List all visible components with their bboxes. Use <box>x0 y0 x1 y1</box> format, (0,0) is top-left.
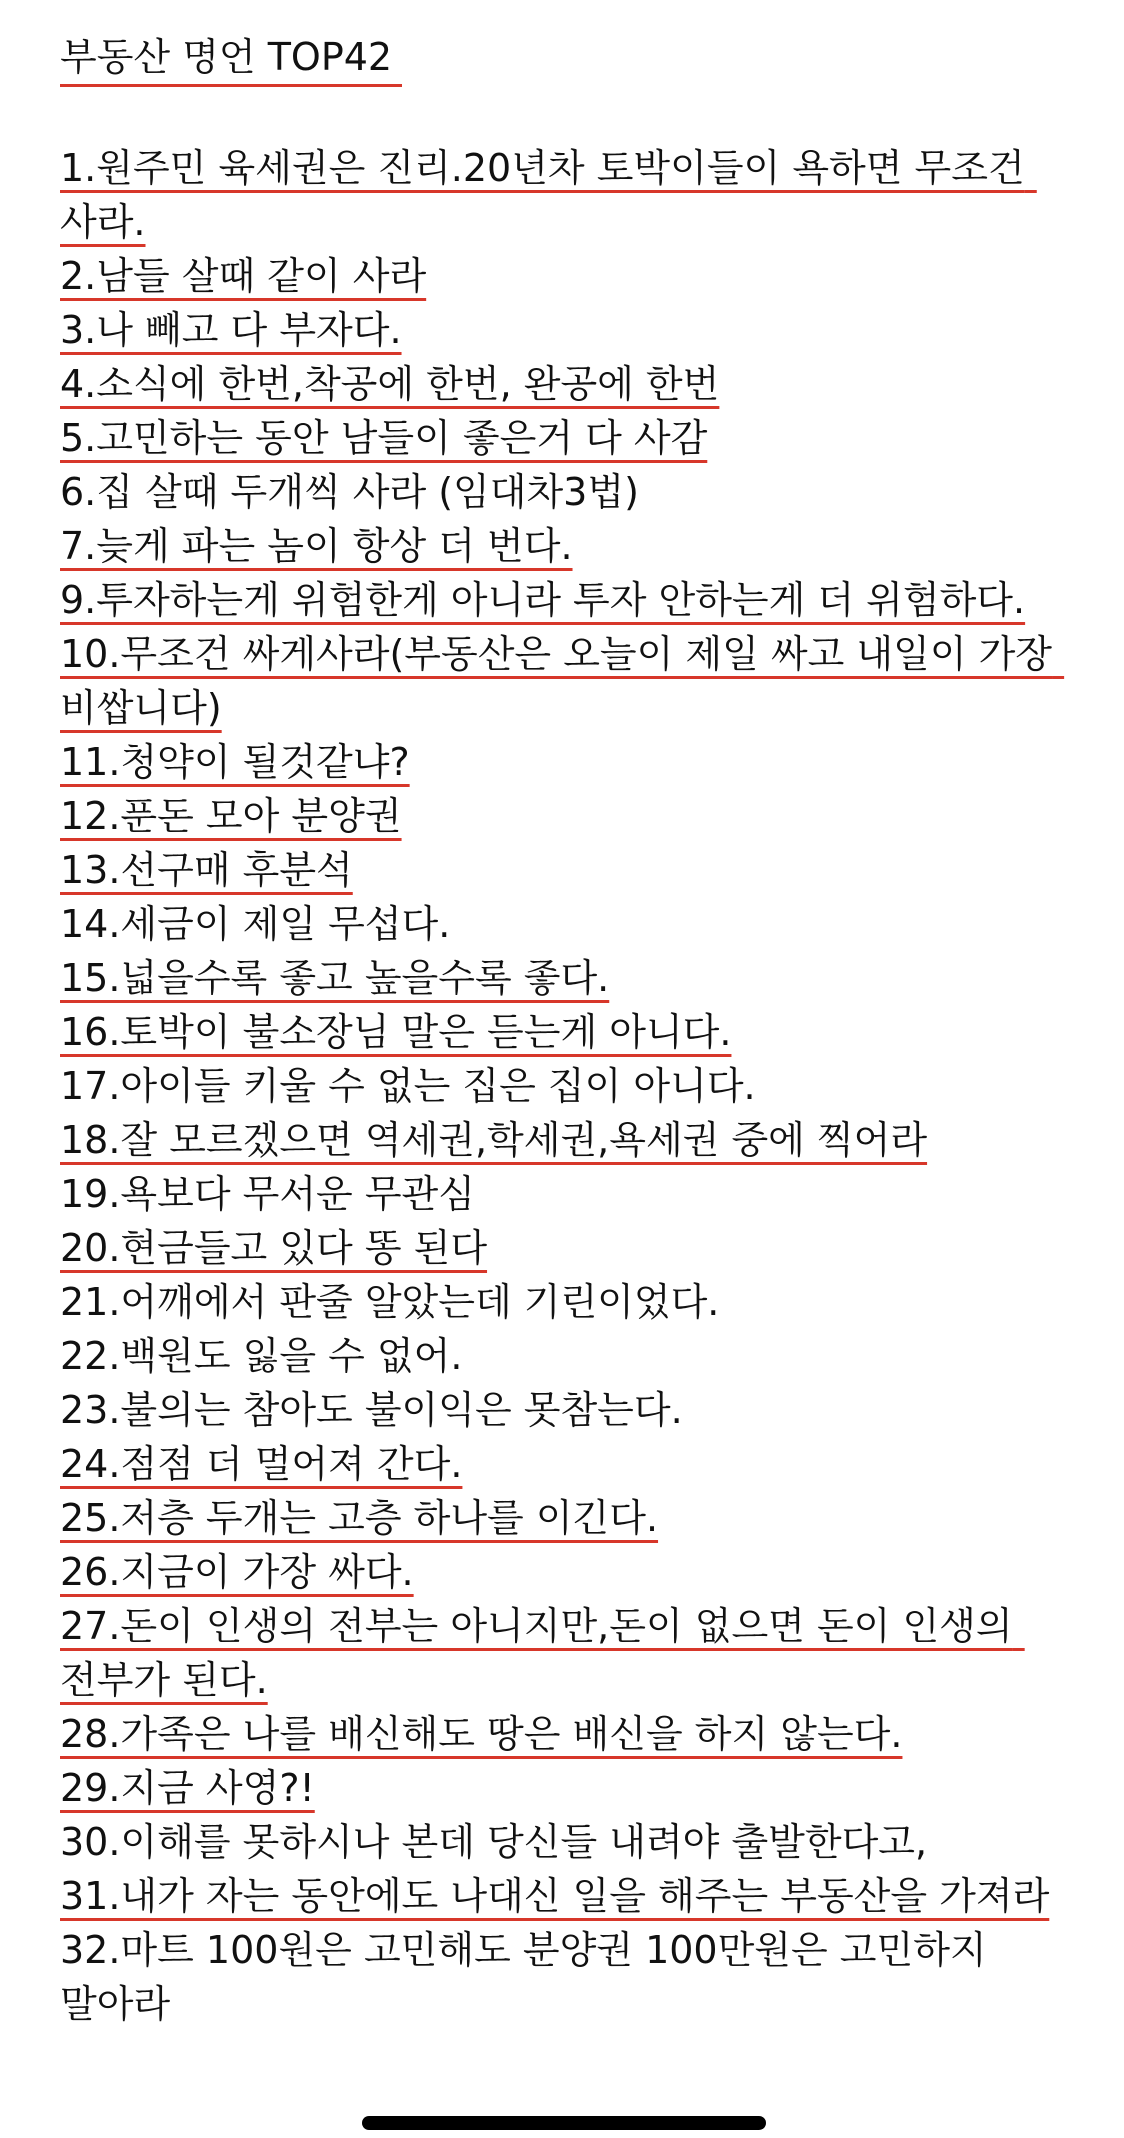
quote-item <box>60 141 1070 249</box>
quote-item <box>60 357 1070 411</box>
quote-item <box>60 411 1070 465</box>
quote-text: 26.지금이 가장 싸다. <box>60 1550 414 1594</box>
quote-item <box>60 1437 1070 1491</box>
quote-text: 12.푼돈 모아 분양권 <box>60 794 402 838</box>
quote-item <box>60 249 1070 303</box>
quote-item <box>60 843 1070 897</box>
quote-text: 2.남들 살때 같이 사라 <box>60 254 427 298</box>
quote-text: 4.소식에 한번,착공에 한번, 완공에 한번 <box>60 362 720 406</box>
quote-item <box>60 1329 1070 1383</box>
quote-text: 31.내가 자는 동안에도 나대신 일을 해주는 부동산을 가져라 <box>60 1874 1050 1918</box>
quote-text: 10.무조건 싸게사라(부동산은 오늘이 제일 싸고 내일이 가장 비쌉니다) <box>60 632 1065 730</box>
quote-text: 18.잘 모르겠으면 역세권,학세권,욕세권 중에 찍어라 <box>60 1118 928 1162</box>
quote-item <box>60 1869 1070 1923</box>
document <box>60 30 1070 2031</box>
quote-text: 3.나 빼고 다 부자다. <box>60 308 402 352</box>
quote-text: 14.세금이 제일 무섭다. <box>60 902 451 946</box>
quote-item <box>60 789 1070 843</box>
quote-item <box>60 951 1070 1005</box>
quote-text: 25.저층 두개는 고층 하나를 이긴다. <box>60 1496 659 1540</box>
quote-item <box>60 519 1070 573</box>
quote-text: 23.불의는 참아도 불이익은 못참는다. <box>60 1388 683 1432</box>
quote-text: 29.지금 사영?! <box>60 1766 315 1810</box>
quote-text: 22.백원도 잃을 수 없어. <box>60 1334 463 1378</box>
quote-item <box>60 1059 1070 1113</box>
quote-text: 30.이해를 못하시나 본데 당신들 내려야 출발한다고, <box>60 1820 928 1864</box>
quote-item <box>60 1761 1070 1815</box>
quote-item <box>60 573 1070 627</box>
quote-text: 13.선구매 후분석 <box>60 848 353 892</box>
quote-item <box>60 735 1070 789</box>
quote-item <box>60 1815 1070 1869</box>
quote-item <box>60 1167 1070 1221</box>
quote-item <box>60 1005 1070 1059</box>
document-title: 부동산 명언 TOP42 <box>60 30 402 87</box>
quote-item <box>60 1707 1070 1761</box>
quote-item <box>60 1383 1070 1437</box>
quote-text: 27.돈이 인생의 전부는 아니지만,돈이 없으면 돈이 인생의 전부가 된다. <box>60 1604 1025 1702</box>
home-indicator[interactable] <box>362 2116 766 2130</box>
quote-item <box>60 1599 1070 1707</box>
quote-item <box>60 1491 1070 1545</box>
quote-text: 6.집 살때 두개씩 사라 (임대차3법) <box>60 470 639 514</box>
quote-text: 5.고민하는 동안 남들이 좋은거 다 사감 <box>60 416 708 460</box>
quote-item <box>60 1545 1070 1599</box>
quote-text: 24.점점 더 멀어져 간다. <box>60 1442 463 1486</box>
quote-text: 21.어깨에서 판줄 알았는데 기린이었다. <box>60 1280 720 1324</box>
quote-text: 20.현금들고 있다 똥 된다 <box>60 1226 488 1270</box>
quote-item <box>60 465 1070 519</box>
quote-text: 19.욕보다 무서운 무관심 <box>60 1172 475 1216</box>
quote-text: 15.넓을수록 좋고 높을수록 좋다. <box>60 956 610 1000</box>
quote-text: 32.마트 100원은 고민해도 분양권 100만원은 고민하지 말아라 <box>60 1928 999 2026</box>
quote-text: 17.아이들 키울 수 없는 집은 집이 아니다. <box>60 1064 756 1108</box>
quote-item <box>60 1275 1070 1329</box>
quote-list <box>60 141 1070 2031</box>
quote-item <box>60 1923 1070 2031</box>
quote-item <box>60 1221 1070 1275</box>
quote-text: 7.늦게 파는 놈이 항상 더 번다. <box>60 524 573 568</box>
quote-text: 1.원주민 육세권은 진리.20년차 토박이들이 욕하면 무조건 사라. <box>60 146 1037 244</box>
quote-text: 11.청약이 될것같냐? <box>60 740 410 784</box>
quote-item <box>60 303 1070 357</box>
quote-item <box>60 897 1070 951</box>
quote-text: 16.토박이 불소장님 말은 듣는게 아니다. <box>60 1010 732 1054</box>
quote-item <box>60 627 1070 735</box>
quote-item <box>60 1113 1070 1167</box>
quote-text: 9.투자하는게 위험한게 아니라 투자 안하는게 더 위험하다. <box>60 578 1026 622</box>
quote-text: 28.가족은 나를 배신해도 땅은 배신을 하지 않는다. <box>60 1712 903 1756</box>
